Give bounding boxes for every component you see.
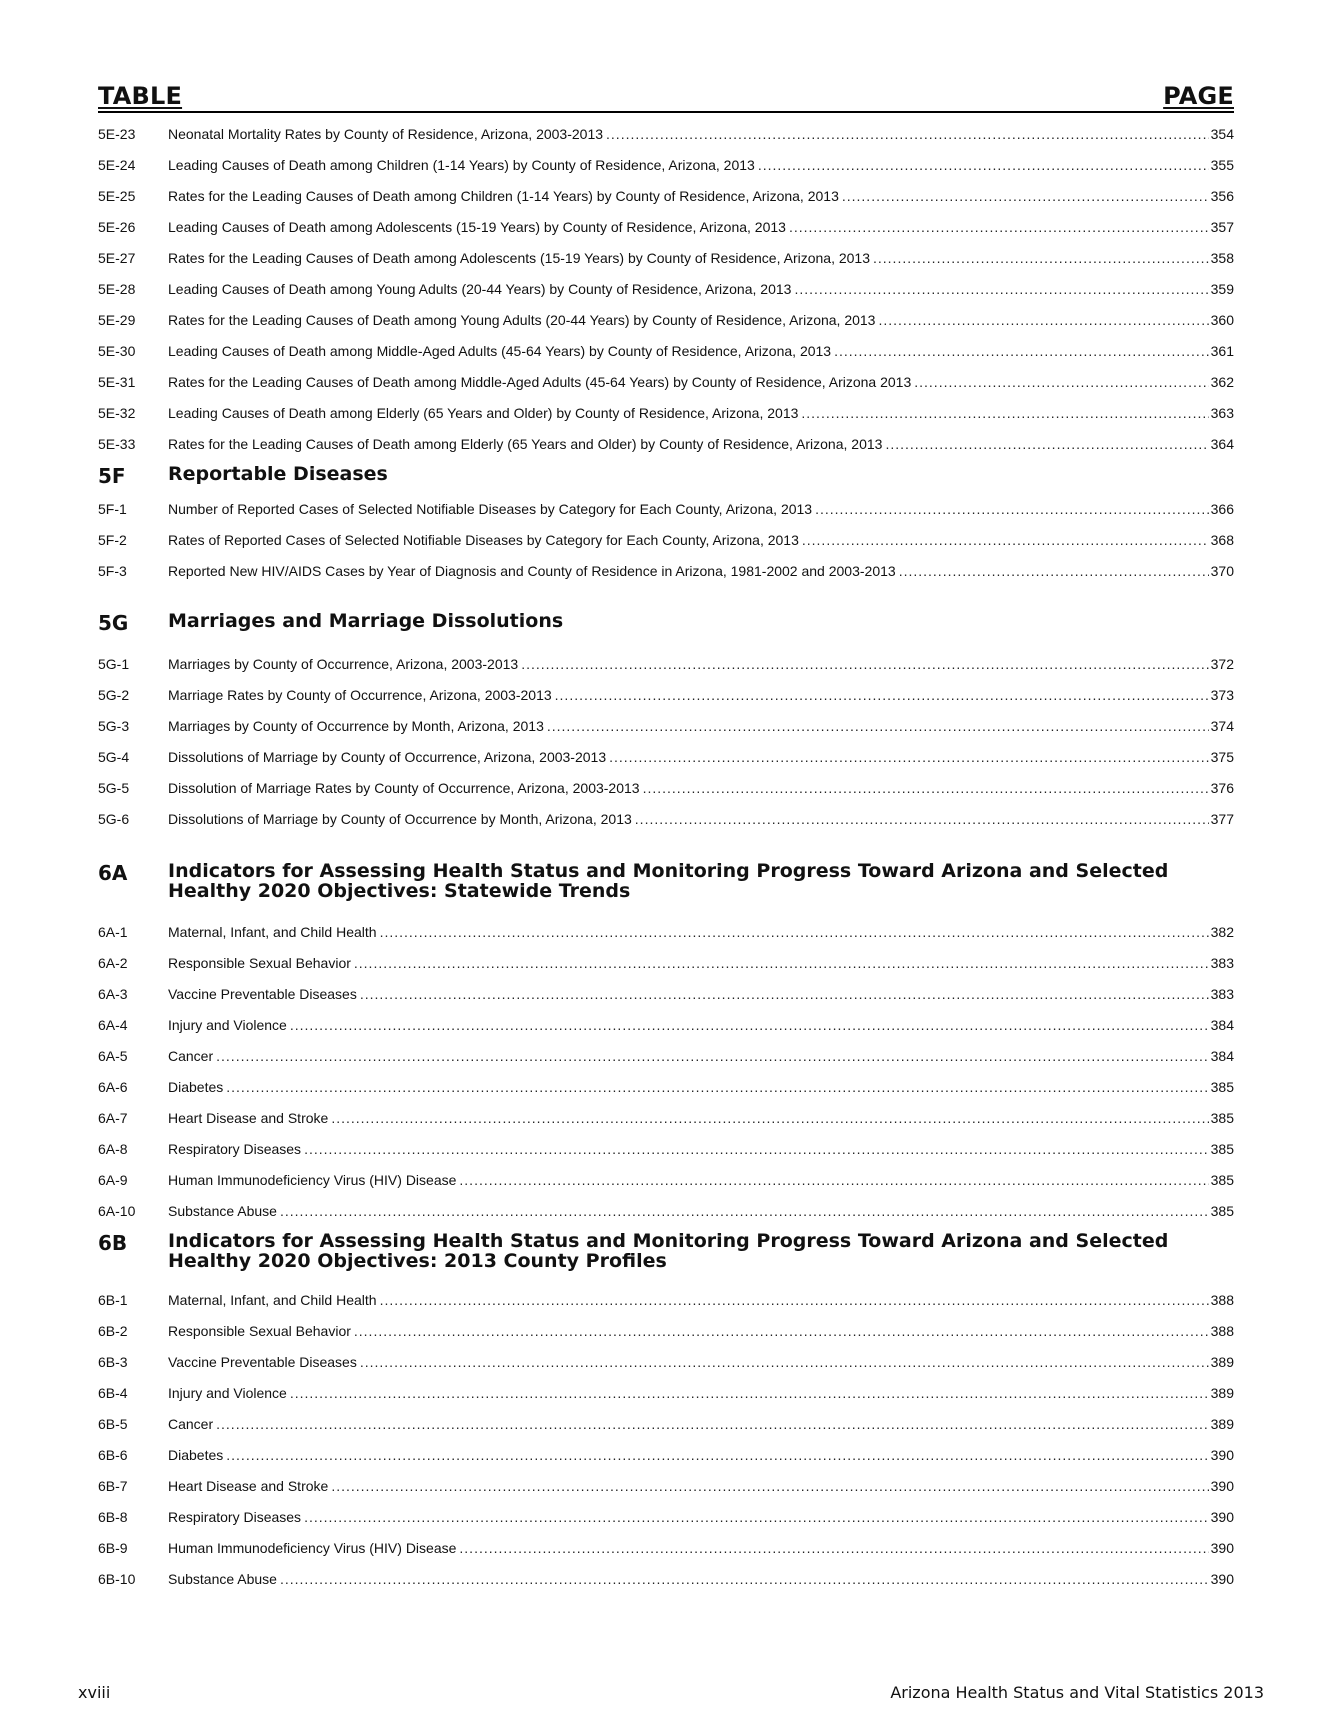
- entry-page-number: 355: [1210, 157, 1234, 173]
- entry-title: Diabetes: [168, 1079, 224, 1095]
- entry-title: Heart Disease and Stroke: [168, 1110, 329, 1126]
- entry-title: Leading Causes of Death among Middle-Aged Adults (45-64 Years) by County of Residence, Arizona, 2013: [168, 343, 832, 359]
- section-title-line-2: Healthy 2020 Objectives: 2013 County Profiles: [168, 1250, 667, 1272]
- entry-title: Substance Abuse: [168, 1203, 277, 1219]
- entry-title: Marriages by County of Occurrence, Arizona, 2003-2013: [168, 656, 519, 672]
- dot-leader: [226, 1072, 1208, 1103]
- entry-title: Rates for the Leading Causes of Death among Young Adults (20-44 Years) by County of Residence, Arizona, 2013: [168, 312, 876, 328]
- toc-entry: [98, 680, 1234, 711]
- toc-entry: [98, 212, 1234, 243]
- entry-page-number: 390: [1210, 1540, 1234, 1556]
- entry-number: 6B-4: [98, 1385, 128, 1401]
- entry-title: Leading Causes of Death among Adolescents (15-19 Years) by County of Residence, Arizona, 2013: [168, 219, 786, 235]
- entry-number: 5E-31: [98, 374, 136, 390]
- section-title-line-1: Indicators for Assessing Health Status and Monitoring Progress Toward Arizona and Selected: [168, 860, 1169, 882]
- entry-number: 6B-3: [98, 1354, 128, 1370]
- entry-title: Heart Disease and Stroke: [168, 1478, 329, 1494]
- entry-number: 6A-8: [98, 1141, 128, 1157]
- toc-group-6a: [98, 917, 1234, 1227]
- dot-leader: [885, 429, 1208, 460]
- entry-page-number: 359: [1210, 281, 1234, 297]
- entry-page-number: 385: [1210, 1079, 1234, 1095]
- dot-leader: [304, 1502, 1209, 1533]
- entry-title: Rates for the Leading Causes of Death among Children (1-14 Years) by County of Residence, Arizona, 2013: [168, 188, 839, 204]
- entry-page-number: 373: [1210, 687, 1234, 703]
- dot-leader: [459, 1533, 1208, 1564]
- dot-leader: [555, 680, 1209, 711]
- toc-group-5g: [98, 649, 1234, 835]
- dot-leader: [547, 711, 1209, 742]
- table-column-heading: TABLE: [98, 82, 183, 110]
- section-title: [168, 1231, 1168, 1271]
- toc-entry: [98, 1502, 1234, 1533]
- toc-group-6b: [98, 1285, 1234, 1595]
- entry-page-number: 366: [1210, 501, 1234, 517]
- toc-entry: [98, 150, 1234, 181]
- entry-title: Dissolutions of Marriage by County of Occurrence, Arizona, 2003-2013: [168, 749, 607, 765]
- toc-entry: [98, 367, 1234, 398]
- entry-number: 6A-9: [98, 1172, 128, 1188]
- section-number: 6B: [98, 1231, 128, 1255]
- entry-number: 5E-24: [98, 157, 136, 173]
- toc-entry: [98, 1440, 1234, 1471]
- section-heading-6b: [98, 1227, 1234, 1285]
- dot-leader: [216, 1041, 1209, 1072]
- entry-title: Cancer: [168, 1416, 214, 1432]
- toc-group-5f: [98, 494, 1234, 587]
- entry-page-number: 358: [1210, 250, 1234, 266]
- dot-leader: [842, 181, 1209, 212]
- entry-number: 6A-3: [98, 986, 128, 1002]
- entry-page-number: 372: [1210, 656, 1234, 672]
- entry-number: 5E-25: [98, 188, 136, 204]
- entry-page-number: 390: [1210, 1478, 1234, 1494]
- dot-leader: [354, 1316, 1209, 1347]
- entry-page-number: 363: [1210, 405, 1234, 421]
- entry-page-number: 370: [1210, 563, 1234, 579]
- entry-title: Rates for the Leading Causes of Death among Elderly (65 Years and Older) by County of Residence, Arizona, 2013: [168, 436, 883, 452]
- toc-entry: [98, 556, 1234, 587]
- entry-title: Substance Abuse: [168, 1571, 277, 1587]
- entry-number: 5E-32: [98, 405, 136, 421]
- entry-number: 6A-1: [98, 924, 128, 940]
- page-column-heading: PAGE: [1163, 82, 1234, 110]
- entry-number: 6B-8: [98, 1509, 128, 1525]
- entry-page-number: 385: [1210, 1141, 1234, 1157]
- entry-title: Responsible Sexual Behavior: [168, 955, 351, 971]
- entry-number: 5E-23: [98, 126, 136, 142]
- entry-title: Maternal, Infant, and Child Health: [168, 924, 377, 940]
- entry-page-number: 388: [1210, 1323, 1234, 1339]
- dot-leader: [360, 1347, 1209, 1378]
- entry-page-number: 390: [1210, 1571, 1234, 1587]
- entry-page-number: 389: [1210, 1385, 1234, 1401]
- entry-number: 6A-4: [98, 1017, 128, 1033]
- section-title: Marriages and Marriage Dissolutions: [168, 610, 564, 632]
- entry-title: Neonatal Mortality Rates by County of Residence, Arizona, 2003-2013: [168, 126, 604, 142]
- entry-page-number: 383: [1210, 986, 1234, 1002]
- toc-entry: [98, 742, 1234, 773]
- entry-number: 5E-33: [98, 436, 136, 452]
- entry-title: Marriage Rates by County of Occurrence, Arizona, 2003-2013: [168, 687, 552, 703]
- entry-title: Vaccine Preventable Diseases: [168, 986, 357, 1002]
- dot-leader: [914, 367, 1208, 398]
- dot-leader: [360, 979, 1209, 1010]
- entry-page-number: 389: [1210, 1416, 1234, 1432]
- entry-title: Responsible Sexual Behavior: [168, 1323, 351, 1339]
- dot-leader: [878, 305, 1208, 336]
- toc-entry: [98, 1347, 1234, 1378]
- toc-entry: [98, 1285, 1234, 1316]
- dot-leader: [331, 1103, 1208, 1134]
- section-title-line-1: Indicators for Assessing Health Status and Monitoring Progress Toward Arizona and Selected: [168, 1230, 1169, 1252]
- dot-leader: [789, 212, 1209, 243]
- entry-page-number: 376: [1210, 780, 1234, 796]
- dot-leader: [354, 948, 1209, 979]
- toc-entry: [98, 1072, 1234, 1103]
- dot-leader: [802, 525, 1209, 556]
- dot-leader: [521, 649, 1208, 680]
- dot-leader: [380, 917, 1209, 948]
- entry-number: 5F-2: [98, 532, 127, 548]
- entry-title: Cancer: [168, 1048, 214, 1064]
- toc-entry: [98, 1316, 1234, 1347]
- entry-page-number: 390: [1210, 1447, 1234, 1463]
- toc-entry: [98, 948, 1234, 979]
- entry-page-number: 354: [1210, 126, 1234, 142]
- entry-title: Dissolution of Marriage Rates by County of Occurrence, Arizona, 2003-2013: [168, 780, 640, 796]
- entry-number: 5G-5: [98, 780, 130, 796]
- entry-title: Rates of Reported Cases of Selected Notifiable Diseases by Category for Each County, Arizona, 2013: [168, 532, 799, 548]
- toc-entry: [98, 1533, 1234, 1564]
- dot-leader: [380, 1285, 1209, 1316]
- toc-list: [98, 119, 1234, 1595]
- toc-entry: [98, 1409, 1234, 1440]
- dot-leader: [304, 1134, 1209, 1165]
- entry-page-number: 385: [1210, 1110, 1234, 1126]
- entry-title: Marriages by County of Occurrence by Month, Arizona, 2013: [168, 718, 544, 734]
- entry-page-number: 357: [1210, 219, 1234, 235]
- dot-leader: [226, 1440, 1208, 1471]
- entry-page-number: 356: [1210, 188, 1234, 204]
- toc-entry: [98, 398, 1234, 429]
- section-heading-6a: [98, 835, 1234, 917]
- toc-entry: [98, 305, 1234, 336]
- entry-number: 6B-1: [98, 1292, 128, 1308]
- toc-page: [98, 82, 1234, 1595]
- entry-number: 5E-27: [98, 250, 136, 266]
- entry-page-number: 390: [1210, 1509, 1234, 1525]
- toc-entry: [98, 336, 1234, 367]
- dot-leader: [801, 398, 1208, 429]
- toc-entry: [98, 119, 1234, 150]
- toc-entry: [98, 1103, 1234, 1134]
- dot-leader: [834, 336, 1209, 367]
- entry-number: 5E-30: [98, 343, 136, 359]
- toc-entry: [98, 1010, 1234, 1041]
- toc-entry: [98, 979, 1234, 1010]
- entry-number: 5G-1: [98, 656, 130, 672]
- entry-number: 5E-26: [98, 219, 136, 235]
- dot-leader: [280, 1564, 1209, 1595]
- dot-leader: [643, 773, 1209, 804]
- toc-entry: [98, 773, 1234, 804]
- entry-page-number: 364: [1210, 436, 1234, 452]
- toc-entry: [98, 917, 1234, 948]
- entry-number: 5G-6: [98, 811, 130, 827]
- entry-page-number: 385: [1210, 1172, 1234, 1188]
- entry-page-number: 384: [1210, 1048, 1234, 1064]
- entry-number: 5F-3: [98, 563, 127, 579]
- entry-number: 5G-2: [98, 687, 130, 703]
- dot-leader: [459, 1165, 1208, 1196]
- entry-title: Respiratory Diseases: [168, 1509, 302, 1525]
- dot-leader: [635, 804, 1209, 835]
- dot-leader: [290, 1378, 1209, 1409]
- entry-page-number: 374: [1210, 718, 1234, 734]
- section-title-line-2: Healthy 2020 Objectives: Statewide Trends: [168, 880, 631, 902]
- dot-leader: [873, 243, 1209, 274]
- page-footer: [78, 1683, 1264, 1702]
- entry-title: Number of Reported Cases of Selected Notifiable Diseases by Category for Each County, Arizona, 2013: [168, 501, 813, 517]
- entry-number: 6A-6: [98, 1079, 128, 1095]
- entry-title: Leading Causes of Death among Young Adults (20-44 Years) by County of Residence, Arizona, 2013: [168, 281, 792, 297]
- entry-number: 6A-2: [98, 955, 128, 971]
- dot-leader: [290, 1010, 1209, 1041]
- toc-entry: [98, 1196, 1234, 1227]
- entry-title: Injury and Violence: [168, 1017, 287, 1033]
- section-number: 5F: [98, 464, 126, 488]
- toc-entry: [98, 1165, 1234, 1196]
- entry-page-number: 368: [1210, 532, 1234, 548]
- toc-entry: [98, 711, 1234, 742]
- section-title: Reportable Diseases: [168, 463, 388, 485]
- toc-entry: [98, 429, 1234, 460]
- entry-page-number: 360: [1210, 312, 1234, 328]
- entry-number: 5G-4: [98, 749, 130, 765]
- entry-number: 6B-10: [98, 1571, 136, 1587]
- entry-number: 6B-9: [98, 1540, 128, 1556]
- dot-leader: [606, 119, 1209, 150]
- dot-leader: [794, 274, 1208, 305]
- entry-title: Leading Causes of Death among Children (1-14 Years) by County of Residence, Arizona, 2013: [168, 157, 755, 173]
- entry-title: Rates for the Leading Causes of Death among Middle-Aged Adults (45-64 Years) by County of Residence, Arizona 2013: [168, 374, 912, 390]
- entry-number: 6B-7: [98, 1478, 128, 1494]
- entry-number: 6B-5: [98, 1416, 128, 1432]
- entry-number: 6A-10: [98, 1203, 136, 1219]
- entry-title: Dissolutions of Marriage by County of Occurrence by Month, Arizona, 2013: [168, 811, 632, 827]
- toc-entry: [98, 804, 1234, 835]
- entry-page-number: 383: [1210, 955, 1234, 971]
- entry-number: 6B-6: [98, 1447, 128, 1463]
- entry-number: 5E-29: [98, 312, 136, 328]
- entry-number: 5F-1: [98, 501, 127, 517]
- section-heading-5f: [98, 460, 1234, 494]
- entry-title: Respiratory Diseases: [168, 1141, 302, 1157]
- toc-entry: [98, 1134, 1234, 1165]
- entry-page-number: 388: [1210, 1292, 1234, 1308]
- entry-title: Injury and Violence: [168, 1385, 287, 1401]
- footer-publication-title: Arizona Health Status and Vital Statistics 2013: [890, 1683, 1264, 1702]
- toc-entry: [98, 274, 1234, 305]
- entry-title: Human Immunodeficiency Virus (HIV) Disease: [168, 1172, 457, 1188]
- toc-entry: [98, 1378, 1234, 1409]
- entry-title: Rates for the Leading Causes of Death among Adolescents (15-19 Years) by County of Residence, Arizona, 2013: [168, 250, 870, 266]
- section-title: [168, 861, 1168, 901]
- entry-number: 6A-7: [98, 1110, 128, 1126]
- toc-entry: [98, 494, 1234, 525]
- dot-leader: [758, 150, 1209, 181]
- entry-page-number: 377: [1210, 811, 1234, 827]
- entry-page-number: 382: [1210, 924, 1234, 940]
- section-heading-5g: [98, 587, 1234, 649]
- entry-title: Vaccine Preventable Diseases: [168, 1354, 357, 1370]
- entry-title: Diabetes: [168, 1447, 224, 1463]
- entry-page-number: 362: [1210, 374, 1234, 390]
- entry-number: 6B-2: [98, 1323, 128, 1339]
- section-number: 5G: [98, 611, 129, 635]
- entry-page-number: 385: [1210, 1203, 1234, 1219]
- toc-entry: [98, 243, 1234, 274]
- section-number: 6A: [98, 861, 128, 885]
- entry-page-number: 389: [1210, 1354, 1234, 1370]
- dot-leader: [815, 494, 1209, 525]
- toc-group-5e: [98, 119, 1234, 460]
- toc-entry: [98, 1471, 1234, 1502]
- footer-page-number: xviii: [78, 1683, 111, 1702]
- toc-entry: [98, 1041, 1234, 1072]
- dot-leader: [280, 1196, 1209, 1227]
- toc-header: [98, 82, 1234, 113]
- entry-number: 5G-3: [98, 718, 130, 734]
- entry-title: Maternal, Infant, and Child Health: [168, 1292, 377, 1308]
- toc-entry: [98, 181, 1234, 212]
- toc-entry: [98, 649, 1234, 680]
- dot-leader: [899, 556, 1209, 587]
- entry-page-number: 375: [1210, 749, 1234, 765]
- dot-leader: [609, 742, 1209, 773]
- dot-leader: [216, 1409, 1209, 1440]
- entry-page-number: 384: [1210, 1017, 1234, 1033]
- toc-entry: [98, 525, 1234, 556]
- entry-title: Human Immunodeficiency Virus (HIV) Disease: [168, 1540, 457, 1556]
- entry-title: Reported New HIV/AIDS Cases by Year of Diagnosis and County of Residence in Arizona, 1981-2002 and 2003-2013: [168, 563, 896, 579]
- entry-number: 6A-5: [98, 1048, 128, 1064]
- entry-title: Leading Causes of Death among Elderly (65 Years and Older) by County of Residence, Arizona, 2013: [168, 405, 799, 421]
- toc-entry: [98, 1564, 1234, 1595]
- dot-leader: [331, 1471, 1208, 1502]
- entry-page-number: 361: [1210, 343, 1234, 359]
- entry-number: 5E-28: [98, 281, 136, 297]
